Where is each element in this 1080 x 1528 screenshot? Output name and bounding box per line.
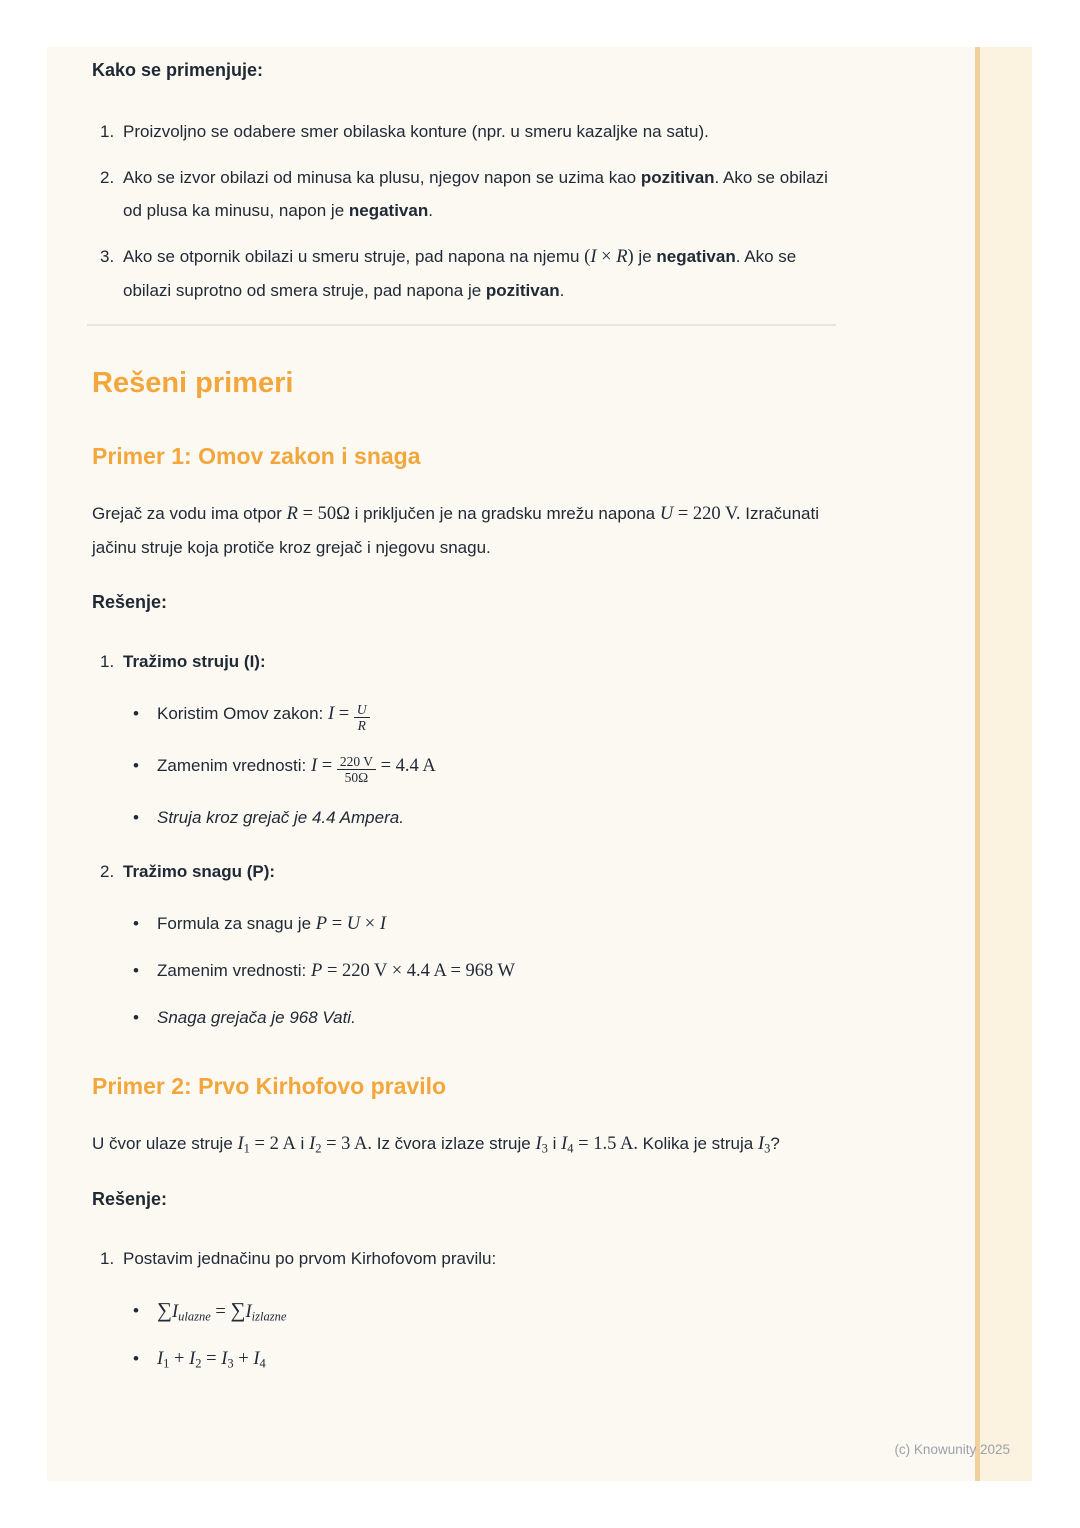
page-content [47,47,1032,1373]
list-number: 1. [100,652,115,671]
list-number: 3. [100,247,115,266]
solution-2-steps [92,1242,836,1373]
math-formula-currents: $I_1 + I_2 = I_3 + I_4$ [157,1349,266,1371]
fraction-numerator: U [356,702,367,717]
section-divider [87,324,836,326]
emphasis-negativan: negativan [348,201,429,220]
rule-item-1 [92,115,836,148]
fraction-denominator: R [354,717,370,733]
math-expression: (I × R) [584,247,634,267]
solution-1-steps [92,645,836,1031]
result-text: Snaga grejača je 968 Vati. [157,1008,356,1027]
bullet-result-power [123,1004,836,1031]
math-var-I1: $I_1 = 2$ A [237,1134,296,1156]
bullet-current-equation [123,1345,836,1373]
math-fraction [337,754,376,785]
rule-item-2 [92,161,836,227]
math-var-I4: $I_4 = 1.5$ A. [561,1134,638,1156]
bullet-icon: • [133,1349,139,1368]
copyright-footer: (c) Knowunity 2025 [894,1442,1010,1457]
math-formula: I = $\frac{220 V}{50\Omega}$ = 4.4 A [311,754,436,785]
step-text: Postavim jednačinu po prvom Kirhofovom pravilu: [123,1249,497,1268]
fraction-denominator: 50Ω [337,769,376,785]
rule-text: Ako se izvor obilazi od minusa ka plusu, njegov napon se uzima kao pozitivan. Ako se obilazi od plusa ka minusu, napon je negativan. [123,168,828,220]
fraction-numerator: 220 V [339,754,373,769]
step-2-trazimo-snagu [92,855,836,1031]
emphasis-pozitivan: pozitivan [485,281,560,300]
list-number: 2. [100,168,115,187]
emphasis-pozitivan: pozitivan [640,168,715,187]
bullet-substitute-values: • Zamenim vrednosti: I = $\frac{220 V}{50\Omega}$ = 4.4 A [133,754,436,785]
heading-primer-1: Primer 1: Omov zakon i snaga [92,443,421,469]
heading-primer-2: Primer 2: Prvo Kirhofovo pravilo [92,1073,447,1099]
bullet-ohm-law: • Koristim Omov zakon: I = $\frac{U}{R}$ [123,700,836,733]
bullet-sum-equation [123,1297,836,1326]
math-formula: P = U × I [315,914,386,934]
heading-reseni-primeri: Rešeni primeri [92,367,294,399]
bullet-icon: • [133,1301,139,1320]
heading-resenje-1: Rešenje: [92,592,168,612]
heading-kako-se-primenjuje: Kako se primenjuje: [92,60,264,80]
step-1-bullets [123,700,836,831]
rules-list [92,115,836,307]
bullet-icon: • [133,914,139,933]
bullet-result-current [123,804,836,831]
heading-resenje-2: Rešenje: [92,1189,168,1209]
rule-text: Ako se otpornik obilazi u smeru struje, pad napona na njemu (I × R) je negativan. Ako se obilazi suprotno od smera struje, pad napona je pozitivan. [123,247,797,300]
math-var-R: R [286,504,298,524]
kirchhoff-bullets [123,1297,836,1373]
rule-text: Proizvoljno se odabere smer obilaska konture (npr. u smeru kazaljke na satu). [123,122,709,141]
list-number: 1. [100,122,115,141]
list-number: 1. [100,1249,115,1268]
math-formula-sums: $\sum I_{ulazne} = \sum I_{izlazne}$ [157,1298,287,1324]
step-title: Tražimo struju (I): [123,652,266,671]
math-var-I3: $I_3$ [535,1134,548,1156]
math-var-U: U [659,504,674,524]
step-2-bullets [123,910,836,1031]
problem-1-text: Grejač za vodu ima otpor R = 50Ω i priključen je na gradsku mrežu napona U = 220 V. Izračunati jačinu struje koja protiče kroz grejač i njegovu snagu. [92,504,819,557]
step-kirchhoff-equation [92,1242,836,1373]
bullet-substitute-values: • Zamenim vrednosti: P = 220 V × 4.4 A = 968 W [123,957,836,985]
bullet-icon: • [133,808,139,827]
math-var-I2: $I_2 = 3$ A. [309,1134,373,1156]
document-page [47,47,1032,1481]
rule-item-3 [92,240,836,307]
math-formula: I = $\frac{U}{R}$ [328,704,370,724]
step-1-trazimo-struju [92,645,836,831]
bullet-icon: • [133,756,139,775]
problem-2-text: U čvor ulaze struje $I_1 = 2$ A i $I_2 = 3$ A. Iz čvora izlaze struje $I_3$ i $I_4 = 1.5$ A. Kolika je struja $I_3$? [92,1134,780,1156]
bullet-power-formula: • Formula za snagu je P = U × I [123,910,836,938]
list-number: 2. [100,862,115,881]
bullet-icon: • [133,1008,139,1027]
bullet-icon: • [133,961,139,980]
math-formula: P = 220 V × 4.4 A = 968 W [311,961,515,981]
emphasis-negativan: negativan [656,247,736,266]
step-title: Tražimo snagu (P): [123,862,276,881]
math-fraction [354,702,370,733]
result-text: Struja kroz grejač je 4.4 Ampera. [157,808,404,827]
bullet-icon: • [133,704,139,723]
math-var-I3: $I_3$ [757,1134,771,1156]
